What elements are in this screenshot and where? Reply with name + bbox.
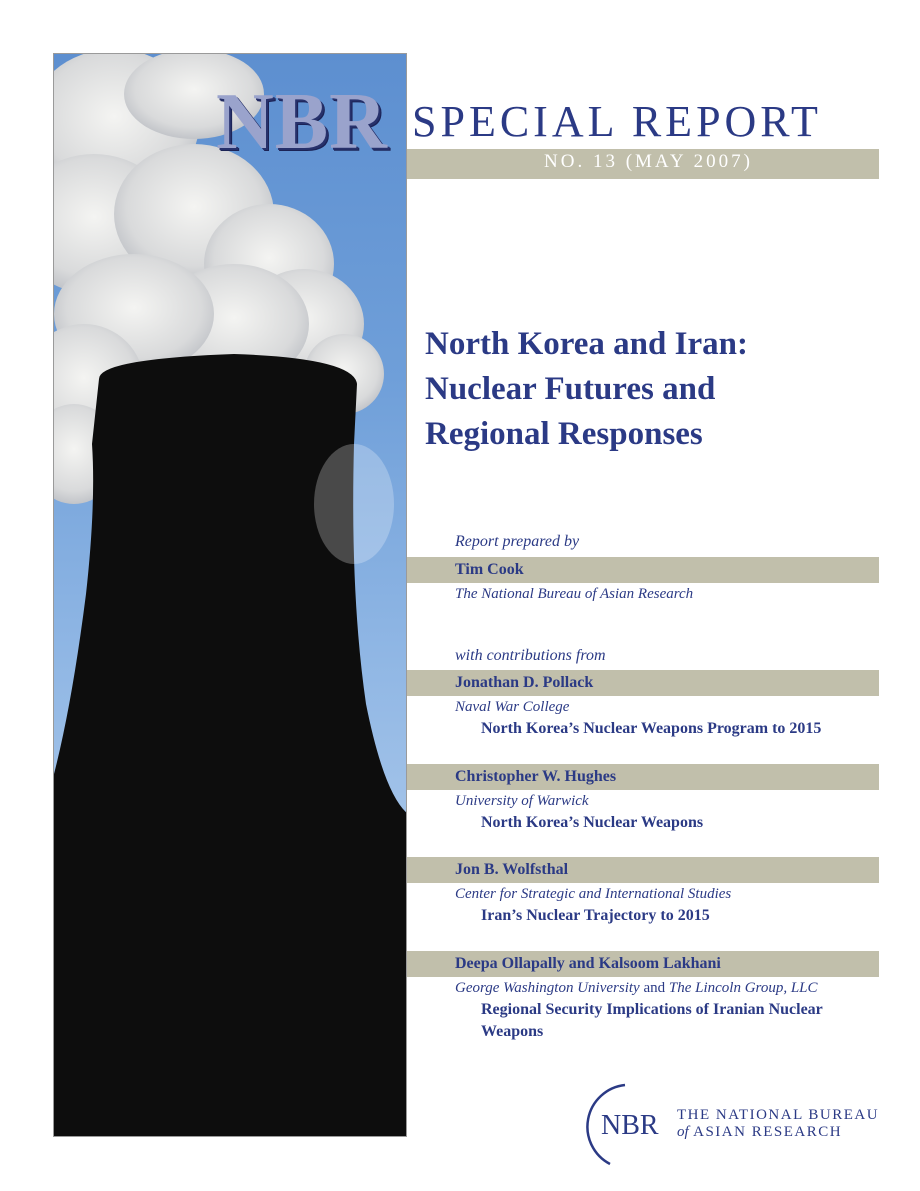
contributor-name: Deepa Ollapally and Kalsoom Lakhani xyxy=(455,955,721,972)
contributions-label: with contributions from xyxy=(455,647,606,664)
nbr-brand-mark: NBR xyxy=(216,78,388,166)
logo-mark: NBR xyxy=(601,1110,659,1141)
author-affiliation: The National Bureau of Asian Research xyxy=(455,586,694,602)
series-title: SPECIAL REPORT xyxy=(412,97,822,146)
logo-name-line-1: THE NATIONAL BUREAU xyxy=(677,1107,880,1123)
paper-title: Regional Security Implications of Iranian Nuclear Weapons xyxy=(481,1001,823,1040)
cooling-tower-illustration xyxy=(54,54,407,1137)
paper-title: North Korea’s Nuclear Weapons xyxy=(481,814,704,831)
issue-label: NO. 13 (MAY 2007) xyxy=(544,151,753,172)
contributor-name: Jonathan D. Pollack xyxy=(455,674,594,691)
contributor-name: Christopher W. Hughes xyxy=(455,768,617,785)
logo-rest: ASIAN RESEARCH xyxy=(693,1124,843,1140)
logo-of: of xyxy=(677,1124,689,1140)
contributor-affiliation: University of Warwick xyxy=(455,793,589,809)
title-line: Nuclear Futures and xyxy=(425,371,716,408)
title-line: Regional Responses xyxy=(425,416,703,453)
contributor-name: Jon B. Wolfsthal xyxy=(455,861,569,878)
contributor-affiliation: Naval War College xyxy=(455,699,570,715)
cooling-tower-photo xyxy=(53,53,407,1137)
author-name: Tim Cook xyxy=(455,561,524,578)
title-line: North Korea and Iran: xyxy=(425,326,748,362)
paper-title: North Korea’s Nuclear Weapons Program to 2015 xyxy=(481,720,822,737)
contributor-affiliation xyxy=(455,979,818,997)
logo-name-line-2 xyxy=(677,1124,842,1141)
affiliation-join: and xyxy=(643,980,666,996)
paper-title: Iran’s Nuclear Trajectory to 2015 xyxy=(481,907,710,924)
prepared-by-label: Report prepared by xyxy=(455,533,580,550)
affiliation-part: The Lincoln Group, LLC xyxy=(668,980,818,996)
contributor-affiliation: Center for Strategic and International Studies xyxy=(455,886,732,902)
affiliation-part: George Washington University xyxy=(455,980,640,996)
report-title xyxy=(425,322,875,458)
